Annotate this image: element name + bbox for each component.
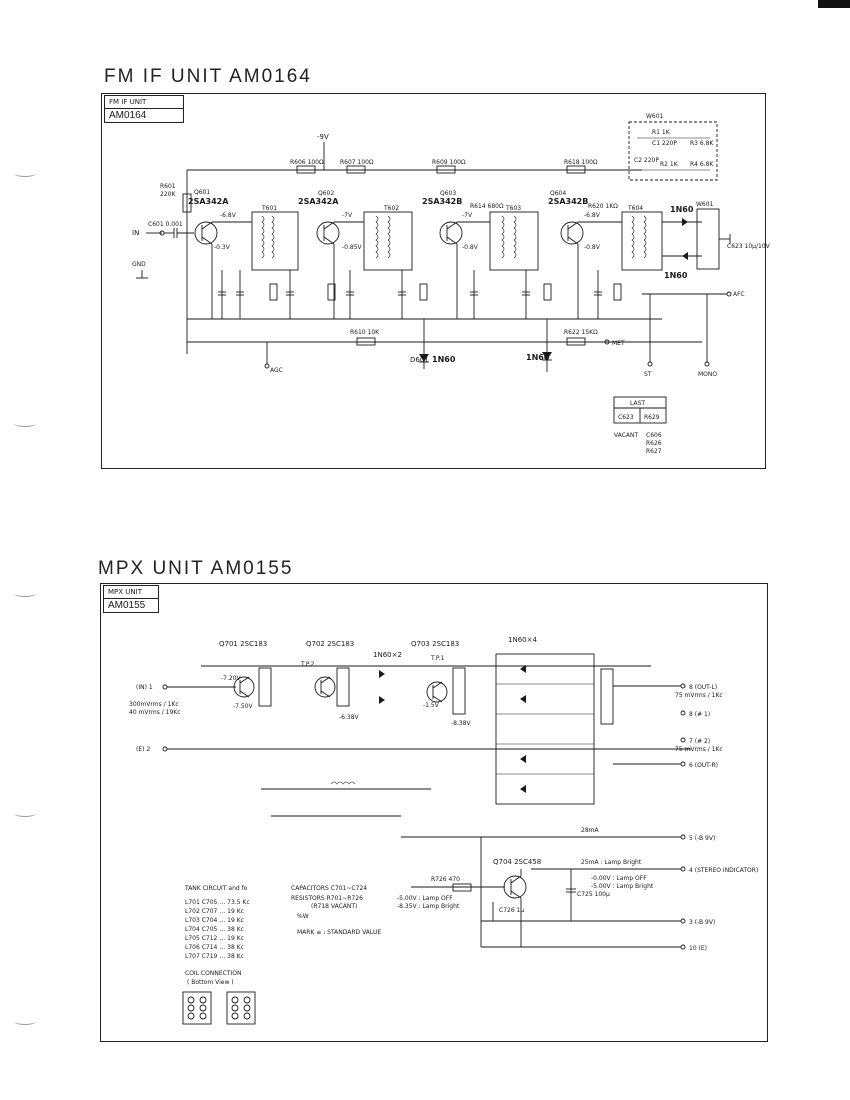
punch-mark (14, 170, 36, 177)
q603-ref: Q603 (440, 190, 457, 197)
mpx-schematic (101, 584, 767, 1041)
w601-part: R2 1K (660, 161, 678, 168)
st-label: ST (644, 371, 652, 378)
volt-label: -7V (342, 212, 353, 219)
in-pin-label: (IN) 1 (136, 684, 153, 691)
vacant-item: R627 (646, 448, 662, 455)
mpx-panel (100, 583, 768, 1042)
t604-transformer (622, 205, 662, 270)
volt-label: -6.38V (339, 714, 359, 721)
punch-mark (14, 420, 36, 427)
w601-part: R1 1K (652, 129, 670, 136)
input-spec: 40 mVrms / 19Kc (129, 709, 181, 716)
r620-label: R620 1KΩ (588, 203, 618, 210)
output-pin: 7 (# 2) (689, 738, 711, 745)
q704-label: Q704 2SC458 (493, 858, 542, 866)
t603-transformer (490, 205, 538, 270)
t601-transformer (252, 205, 298, 270)
q601-type: 2SA342A (188, 197, 229, 206)
r607-label: R607 100Ω (340, 159, 374, 166)
volt-label: -8.38V (451, 720, 471, 727)
r726-label: R726 470 (431, 876, 460, 883)
t602-transformer (364, 205, 412, 270)
volt-label: -1.5V (423, 702, 439, 709)
volt-label: -0.8V (462, 244, 478, 251)
current-a: 28mA (581, 827, 599, 834)
coil-connection-diagram (183, 992, 255, 1024)
in-label: IN (132, 229, 140, 237)
q704-note: -8.35V : Lamp Bright (397, 903, 460, 910)
w601-part: R4 6.8K (690, 161, 714, 168)
r601-label: R601 (160, 183, 176, 190)
unit-note: %W (297, 913, 309, 920)
q601-stage (188, 189, 252, 319)
volt-label: -0.85V (342, 244, 362, 251)
mono-label: MONO (698, 371, 718, 378)
q603-transistor (440, 222, 462, 244)
q601-ref: Q601 (194, 189, 211, 196)
tank-title: TANK CIRCUIT and fo (185, 885, 248, 892)
output-pin: 10 (E) (689, 945, 708, 952)
tank-row: L703 C704 … 19 Kc (185, 917, 244, 924)
d601-label: D601 (410, 356, 429, 364)
d601-part: 1N60 (432, 355, 456, 364)
r618-label: R618 100Ω (564, 159, 598, 166)
output-pin: 3 (-B 9V) (689, 919, 716, 926)
agc-label: AGC (270, 367, 283, 374)
q701-stage (221, 675, 254, 710)
output-spec: 75 mVrms / 1Kc (675, 692, 723, 699)
mpx-tag-bottom: AM0155 (108, 600, 146, 611)
q604-type: 2SA342B (548, 197, 589, 206)
met-label: MET (612, 340, 625, 347)
t603-label: T603 (506, 205, 522, 212)
tank-row: L702 C707 … 19 Kc (185, 908, 244, 915)
q704-transistor (504, 876, 526, 898)
output-pin: 4 (STEREO INDICATOR) (689, 867, 759, 874)
tank-row: L707 C719 … 38 Kc (185, 953, 244, 960)
mark-note: MARK ≡ : STANDARD VALUE (297, 929, 382, 936)
r622-label: R622 15KΩ (564, 329, 598, 336)
w601-label: W601 (646, 113, 664, 120)
r606-label: R606 100Ω (290, 159, 324, 166)
volt-label: -7.50V (233, 703, 253, 710)
caps-note: CAPACITORS C701~C724 (291, 885, 368, 892)
gnd-label: GND (132, 261, 146, 268)
tank-row: L704 C705 … 38 Kc (185, 926, 244, 933)
q604-ref: Q604 (550, 190, 567, 197)
w601-part: C1 220P (652, 140, 677, 147)
c726-label: C726 1μ (499, 907, 525, 914)
d-right-label-2: 1N60 (664, 271, 688, 280)
supply-label: -9V (317, 133, 329, 141)
volt-label: -0.3V (214, 244, 230, 251)
c623-label: C623 10μ/10V (727, 243, 770, 250)
input-spec: 300mVrms / 1Kc (129, 701, 179, 708)
coil-title: COIL CONNECTION (185, 970, 242, 977)
r614-label: R614 680Ω (470, 203, 504, 210)
vacant-item: C606 (646, 432, 662, 439)
q602-type: 2SA342A (298, 197, 339, 206)
diodes-b-label: 1N60×4 (508, 636, 537, 644)
volt-label: -0.8V (584, 244, 600, 251)
mpx-section-title: MPX UNIT AM0155 (98, 558, 294, 579)
output-pin: 5 (-B 9V) (689, 835, 716, 842)
output-pins (675, 684, 758, 952)
w601-part: C2 220P (634, 157, 659, 164)
c725-label: C725 100μ (577, 891, 610, 898)
output-pin: 6 (OUT-R) (689, 762, 718, 769)
q701-label: Q701 2SC183 (219, 640, 268, 648)
vacant-label: VACANT (614, 432, 639, 439)
punch-mark (14, 1018, 36, 1025)
volt-label: -6.8V (220, 212, 236, 219)
q602-ref: Q602 (318, 190, 335, 197)
q704-stage (493, 858, 541, 947)
q703-stage (423, 682, 472, 727)
q704-note: -5.00V : Lamp OFF (397, 895, 453, 902)
c601-label: C601 0.001 (148, 221, 183, 228)
last-item: R629 (644, 414, 660, 421)
q604-transistor (561, 222, 583, 244)
q603-stage (422, 190, 504, 319)
e-pin-label: (E) 2 (136, 746, 151, 753)
afc-label: AFC (733, 291, 745, 298)
r609-label: R609 100Ω (432, 159, 466, 166)
punch-mark (14, 590, 36, 597)
diode-bridge (496, 654, 594, 804)
fm-panel (101, 93, 770, 469)
last-title: LAST (630, 400, 646, 407)
r610-label: R610 10K (350, 329, 380, 336)
t601-label: T601 (262, 205, 278, 212)
tank-row: L705 C712 … 19 Kc (185, 935, 244, 942)
mpx-tag-top: MPX UNIT (104, 586, 158, 599)
corner-black-bar (818, 0, 850, 8)
t604-label: T604 (628, 205, 644, 212)
volt-label: -7V (462, 212, 473, 219)
lamp-note: -5.00V : Lamp Bright (591, 883, 654, 890)
tank-row: L701 C705 … 73.5 Kc (185, 899, 250, 906)
res-note: RESISTORS R701~R726 (291, 895, 363, 902)
punch-mark (14, 810, 36, 817)
w601-network-box (629, 122, 717, 180)
svg-text:220K: 220K (160, 191, 176, 198)
output-pin: 8 (OUT-L) (689, 684, 718, 691)
output-pin: 8 (# 1) (689, 711, 711, 718)
fm-tag-bottom: AM0164 (109, 110, 147, 121)
tp1-label: T.P.1 (431, 655, 445, 662)
d-right-label: 1N60 (670, 205, 694, 214)
diodes-a-label: 1N60×2 (373, 651, 402, 659)
coil-sub: ( Bottom View ) (187, 979, 234, 986)
volt-label: -6.8V (584, 212, 600, 219)
w601-bottom-label: W601 (696, 201, 714, 208)
vacant-item: R626 (646, 440, 662, 447)
t602-label: T602 (384, 205, 400, 212)
w601-part: R3 6.8K (690, 140, 714, 147)
fm-section-title: FM IF UNIT AM0164 (104, 66, 312, 87)
tp2-label: T.P.2 (301, 661, 315, 668)
volt-label: -7.20V (221, 675, 241, 682)
d602-part: 1N60 (526, 353, 550, 362)
fm-tag-top: FM IF UNIT (105, 96, 183, 109)
q702-label: Q702 2SC183 (306, 640, 355, 648)
q604-stage (548, 190, 622, 319)
q603-type: 2SA342B (422, 197, 463, 206)
fm-schematic (102, 94, 770, 468)
output-spec: 75 mVrms / 1Kc (675, 746, 723, 753)
res-note-2: (R718 VACANT) (311, 903, 358, 910)
q703-label: Q703 2SC183 (411, 640, 460, 648)
q602-transistor (317, 222, 339, 244)
tank-row: L706 C714 … 38 Kc (185, 944, 244, 951)
current-b: 25mA : Lamp Bright (581, 859, 642, 866)
last-item: C623 (618, 414, 634, 421)
q601-transistor (195, 222, 217, 244)
lamp-note: -0.00V : Lamp OFF (591, 875, 647, 882)
